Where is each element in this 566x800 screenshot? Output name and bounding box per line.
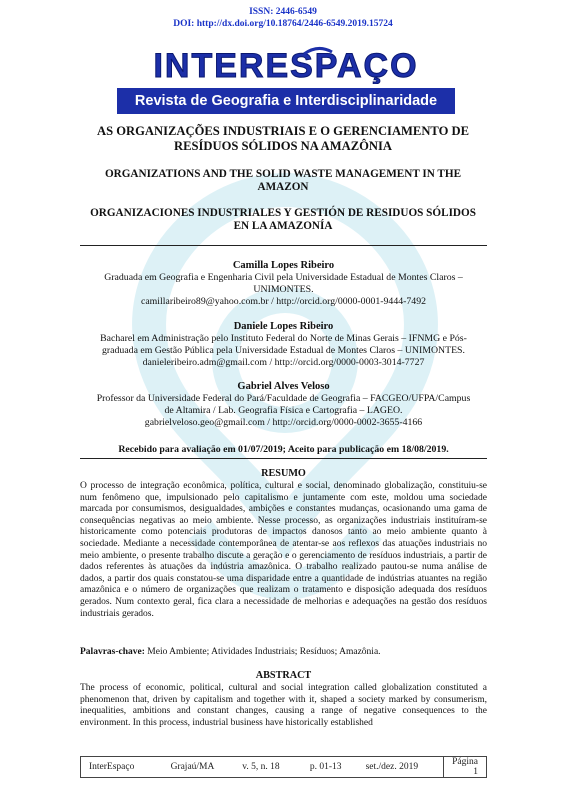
abstract-text: The process of economic, political, cultural and social integration called globalization constituted a phenomenon that, driven by capitalism and together with it, shaped a society marked by consumerism, inequalities, ambitions and constant changes, causing a range of negative consequences to the environment. In this process, industrial business have historically established <box>80 683 487 728</box>
author-affiliation: graduada em Gestão Pública pela Universidade Estadual de Montes Claros – UNIMONTES. <box>102 345 465 356</box>
author-name: Gabriel Alves Veloso <box>237 381 330 392</box>
author-name: Camilla Lopes Ribeiro <box>232 260 335 271</box>
journal-subtitle-banner: Revista de Geografia e Interdisciplinaridade <box>117 88 455 114</box>
page-footer <box>80 756 487 778</box>
footer-journal: InterEspaço <box>89 762 135 772</box>
title-portuguese <box>60 124 506 154</box>
author-contact[interactable]: camillaribeiro89@yahoo.com.br / http://orcid.org/0000-0001-9444-7492 <box>140 296 426 307</box>
author-affiliation: Professor da Universidade Federal do Pará/Faculdade de Geografia – FACGEO/UFPA/Campus <box>96 393 471 404</box>
title-es-line1: ORGANIZACIONES INDUSTRIALES Y GESTIÓN DE RESIDUOS SÓLIDOS <box>90 207 476 219</box>
title-en-line2: AMAZON <box>257 181 309 193</box>
author-1 <box>80 260 487 308</box>
author-2 <box>80 321 487 369</box>
title-es-line2: EN LA AMAZONÍA <box>233 220 333 232</box>
title-pt-line1: AS ORGANIZAÇÕES INDUSTRIAIS E O GERENCIAMENTO DE <box>96 124 470 138</box>
title-en-line1: ORGANIZATIONS AND THE SOLID WASTE MANAGEMENT IN THE <box>104 168 462 180</box>
author-contact[interactable]: gabrielveloso.geo@gmail.com / http://orcid.org/0000-0002-3655-4166 <box>144 417 423 428</box>
resumo-text: O processo de integração econômica, política, cultural e social, denominado globalização, constituiu-se num fenômeno que, impulsionado pelo capitalismo e juntamente com este, moldou uma sociedade marcada por consumismos, desigualdades, ambições e constantes mudanças, ocasionando uma gama de consequências negativas ao meio ambiente. Nesse processo, as organizações industriais instituíram-se historicamente como potenciais produtoras de impactos danosos tanto ao meio ambiente quanto à sociedade. Mediante a necessidade contemporânea de atentar-se aos reflexos das atuações industriais no meio ambiente, o presente trabalho discute a geração e o gerenciamento de resíduos industriais, a partir de dados referentes às atuações da indústria amazônica. O trabalho realizado pautou-se numa análise de dados, a partir dos quais constatou-se uma disparidade entre a quantidade de indústrias atuantes na região amazônica e o número de organizações que realizam o tratamento e disposição adequada dos resíduos gerados. Num contexto geral, fica clara a necessidade de melhorias e adequações na gestão dos resíduos industriais gerados. <box>80 481 487 619</box>
title-pt-line2: RESÍDUOS SÓLIDOS NA AMAZÔNIA <box>174 139 392 153</box>
footer-place: Grajaú/MA <box>170 762 215 772</box>
logo-text: INTERESPAÇO <box>153 47 419 84</box>
footer-volume: v. 5, n. 18 <box>242 762 280 772</box>
keywords <box>80 647 487 657</box>
journal-logo <box>118 44 454 84</box>
footer-pages: p. 01-13 <box>309 762 342 772</box>
author-affiliation: de Altamira / Lab. Geografia Física e Cartografia – LAGEO. <box>164 405 403 416</box>
title-spanish <box>60 207 506 233</box>
keywords-label: Palavras-chave: <box>80 647 145 657</box>
title-english <box>60 168 506 194</box>
author-affiliation: UNIMONTES. <box>253 284 314 295</box>
author-affiliation: Graduada em Geografia e Engenharia Civil pela Universidade Estadual de Montes Claros – <box>104 272 463 283</box>
footer-page-number: Página 1 <box>452 757 478 777</box>
abstract-heading: ABSTRACT <box>255 670 312 681</box>
author-3 <box>80 381 487 429</box>
author-contact[interactable]: danieleribeiro.adm@gmail.com / http://orcid.org/0000-0003-3014-7727 <box>142 357 425 368</box>
received-dates: Recebido para avaliação em 01/07/2019; Aceito para publicação em 18/08/2019. <box>118 444 449 455</box>
title-divider <box>80 245 487 246</box>
resumo-heading: RESUMO <box>261 468 306 479</box>
received-divider <box>80 458 487 459</box>
doi-link[interactable]: DOI: http://dx.doi.org/10.18764/2446-6549.2019.15724 <box>173 19 393 29</box>
author-name: Daniele Lopes Ribeiro <box>233 321 334 332</box>
author-affiliation: Bacharel em Administração pelo Instituto Federal do Norte de Minas Gerais – IFNMG e Pós- <box>100 333 467 344</box>
issn-line: ISSN: 2446-6549 <box>249 7 317 17</box>
keywords-value: Meio Ambiente; Atividades Industriais; Resíduos; Amazônia. <box>144 647 381 657</box>
footer-date: set./dez. 2019 <box>365 762 419 772</box>
